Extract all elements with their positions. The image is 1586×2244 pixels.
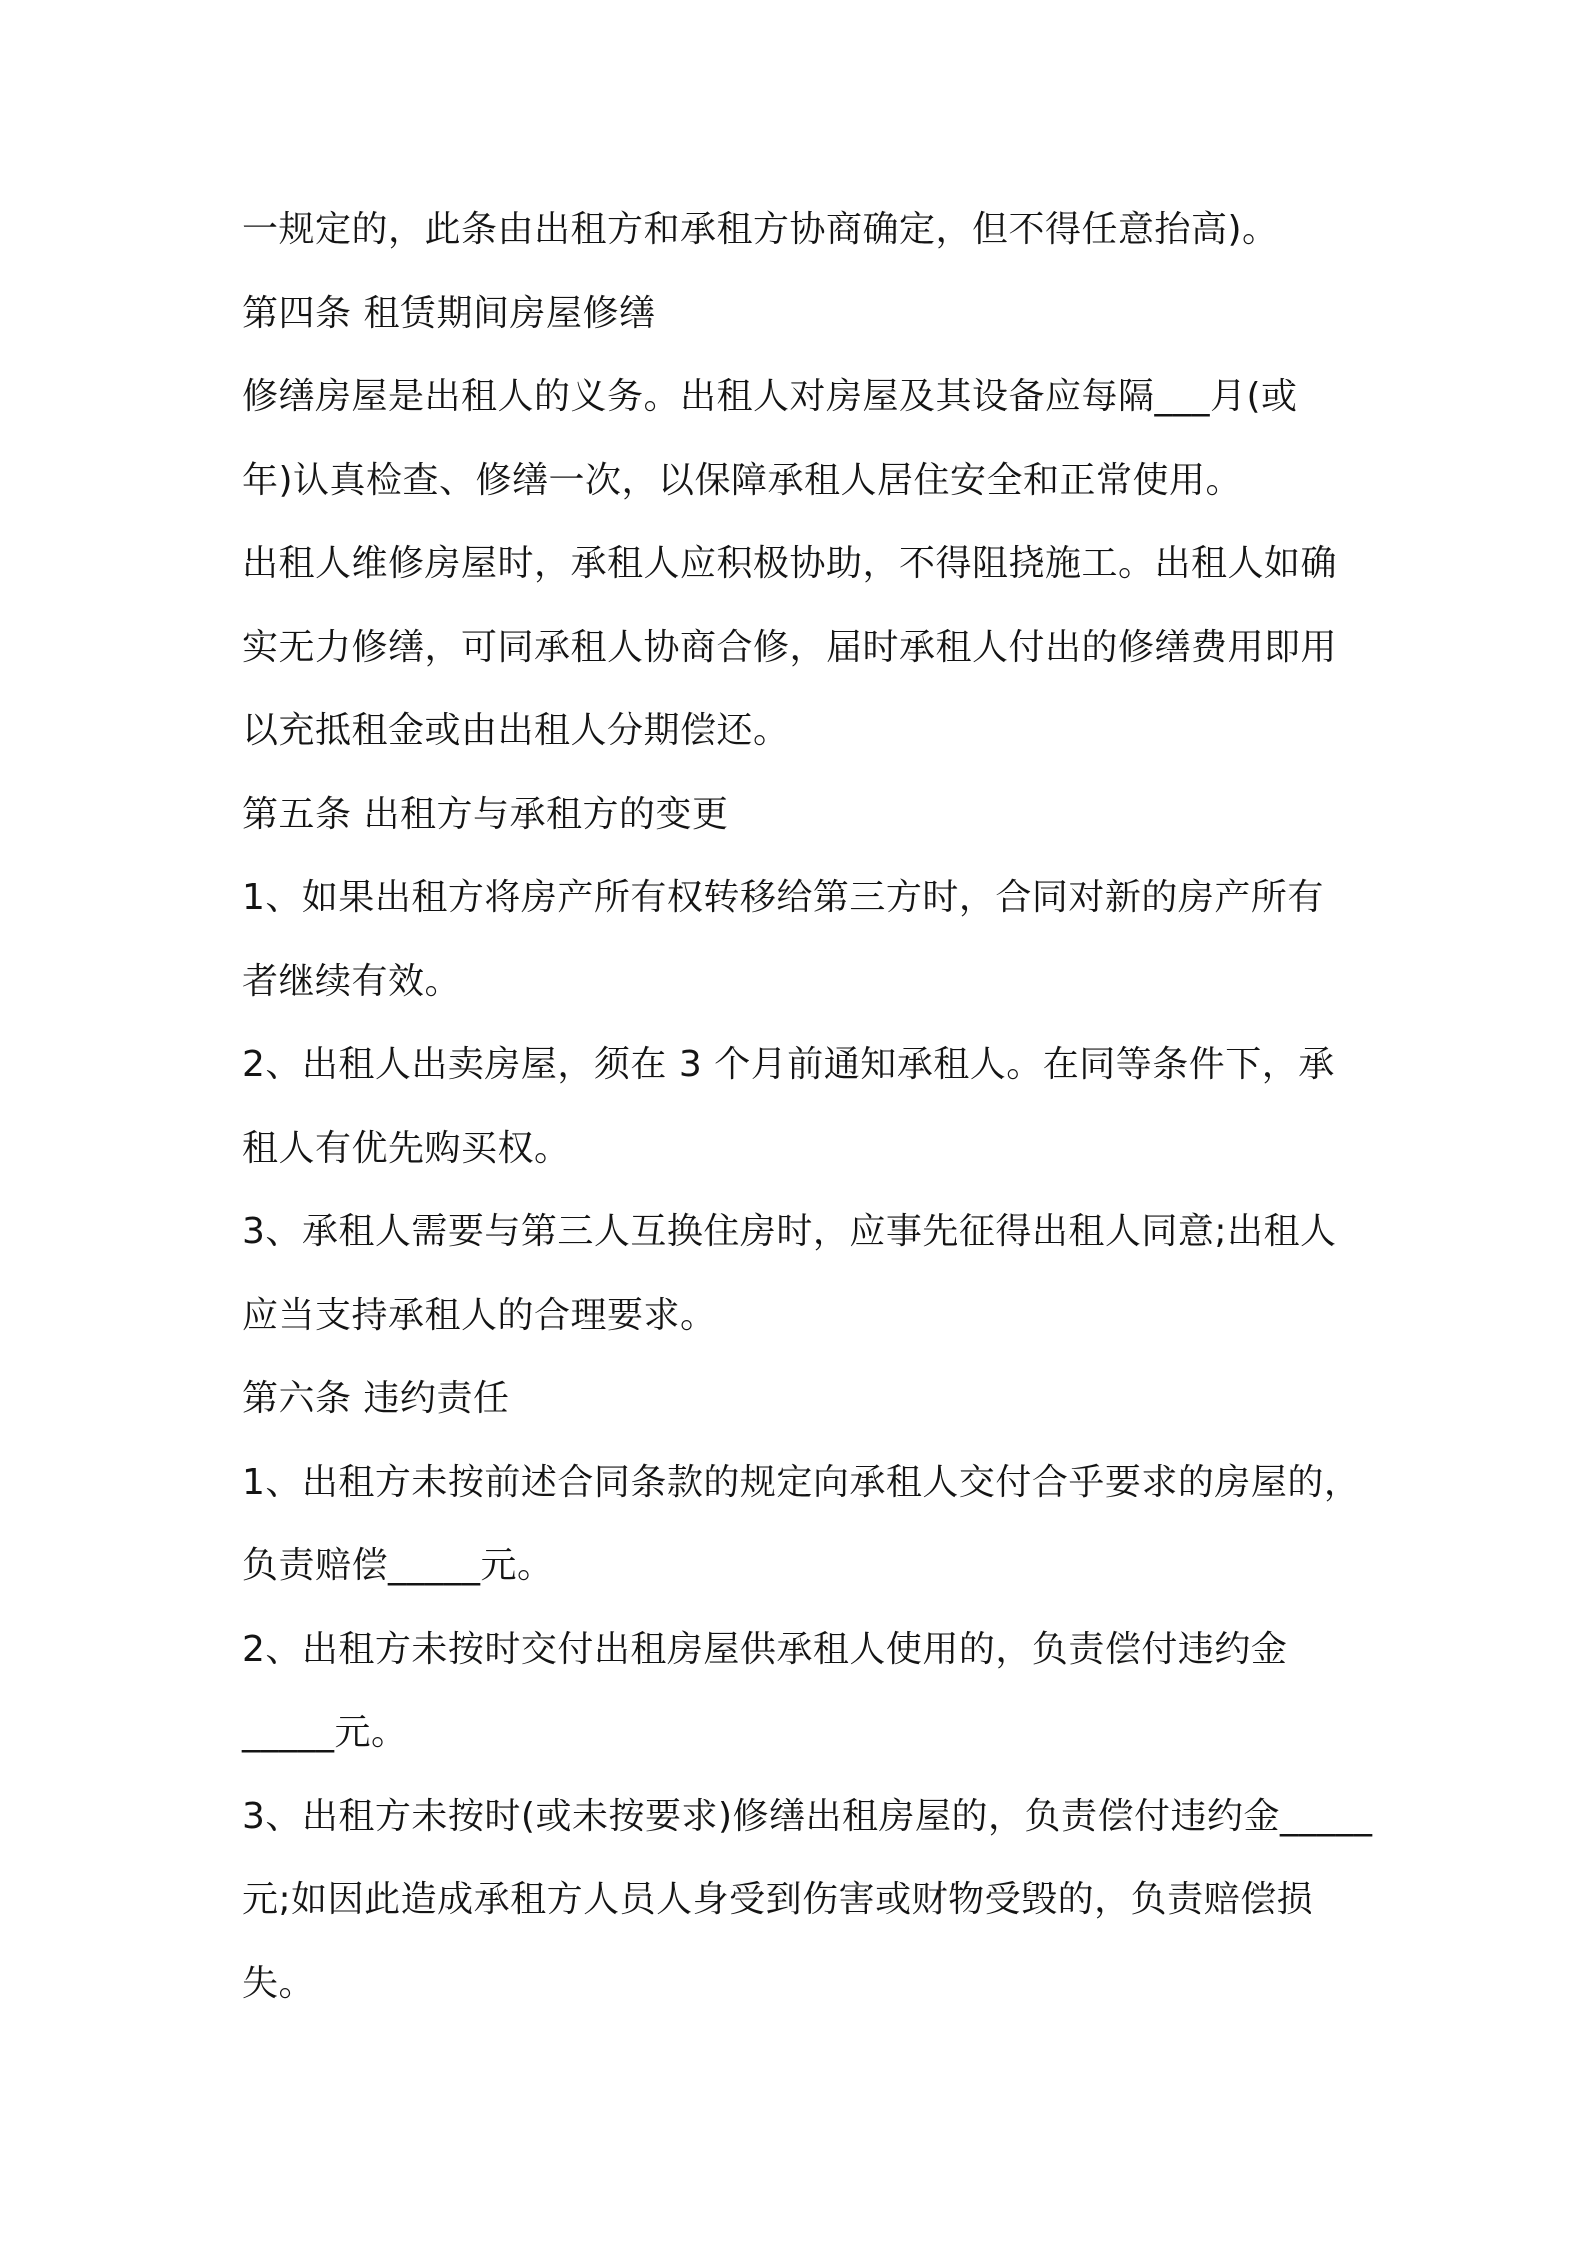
text-line: 实无力修缮，可同承租人协商合修，届时承租人付出的修缮费用即用 bbox=[242, 626, 1338, 668]
text-line: 出租人维修房屋时，承租人应积极协助，不得阻挠施工。出租人如确 bbox=[242, 543, 1338, 584]
article-heading-6: 第六条 违约责任 bbox=[242, 1378, 510, 1419]
text-line: 负责赔偿_____元。 bbox=[242, 1545, 554, 1586]
article-heading-4: 第四条 租赁期间房屋修缮 bbox=[242, 292, 656, 334]
text-line: 3、承租人需要与第三人互换住房时，应事先征得出租人同意;出租人 bbox=[242, 1211, 1337, 1252]
text-line: 应当支持承租人的合理要求。 bbox=[242, 1294, 717, 1336]
text-line: 租人有优先购买权。 bbox=[242, 1127, 571, 1169]
article-heading-5: 第五条 出租方与承租方的变更 bbox=[242, 793, 729, 835]
text-line: 年)认真检查、修缮一次，以保障承租人居住安全和正常使用。 bbox=[242, 459, 1243, 501]
text-line: 一规定的，此条由出租方和承租方协商确定，但不得任意抬高)。 bbox=[242, 209, 1279, 250]
text-line: 2、出租人出卖房屋，须在 3 个月前通知承租人。在同等条件下，承 bbox=[242, 1044, 1335, 1085]
text-line: 2、出租方未按时交付出租房屋供承租人使用的，负责偿付违约金 bbox=[242, 1628, 1288, 1670]
text-line: 者继续有效。 bbox=[242, 960, 462, 1002]
text-line: 1、如果出租方将房产所有权转移给第三方时，合同对新的房产所有 bbox=[242, 877, 1324, 918]
text-line: 元;如因此造成承租方人员人身受到伤害或财物受毁的，负责赔偿损 bbox=[242, 1879, 1314, 1920]
text-line: _____元。 bbox=[242, 1712, 408, 1753]
text-line: 修缮房屋是出租人的义务。出租人对房屋及其设备应每隔___月(或 bbox=[242, 376, 1298, 417]
text-line: 3、出租方未按时(或未按要求)修缮出租房屋的，负责偿付违约金_____ bbox=[242, 1795, 1373, 1837]
text-line: 1、出租方未按前述合同条款的规定向承租人交付合乎要求的房屋的， bbox=[242, 1461, 1361, 1503]
text-line: 以充抵租金或由出租人分期偿还。 bbox=[242, 710, 790, 751]
document-body bbox=[242, 188, 1382, 2025]
text-line: 失。 bbox=[242, 1962, 316, 2004]
